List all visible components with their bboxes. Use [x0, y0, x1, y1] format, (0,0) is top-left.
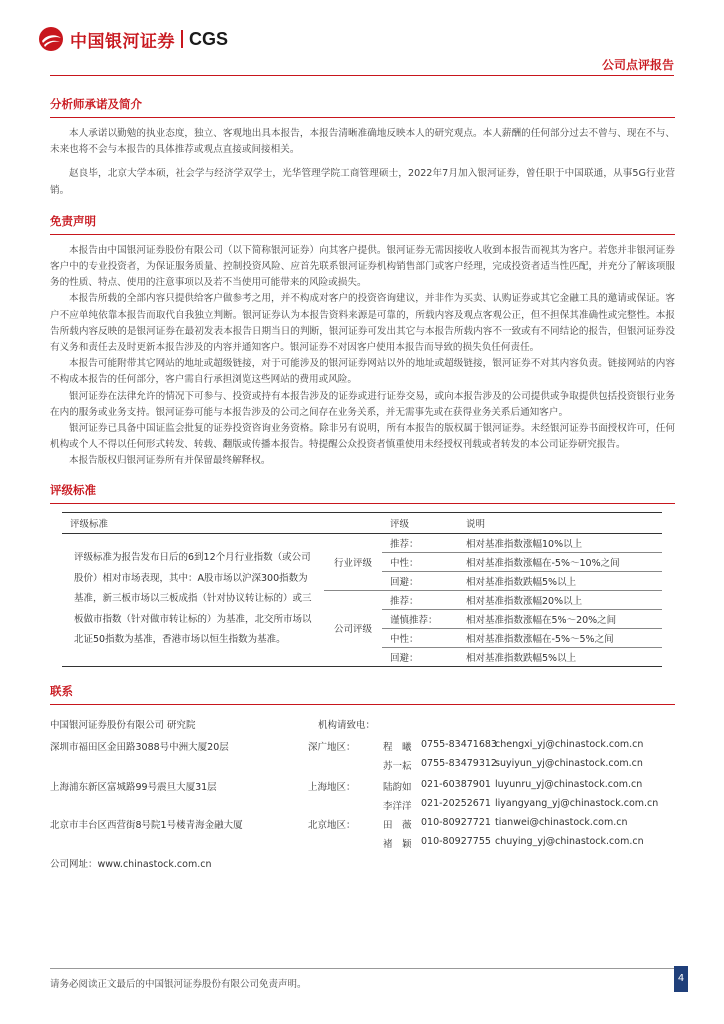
analyst-bio: 赵良毕，北京大学本硕，社会学与经济学双学士，光华管理学院工商管理硕士，2022年7月加入银河证券，曾任职于中国联通，从事5G行业营销。 — [50, 168, 675, 196]
company-website: 公司网址：www.chinastock.com.cn — [50, 858, 212, 870]
rating-level: 中性： — [382, 628, 458, 647]
region-label: 上海地区： — [308, 781, 356, 793]
contact-email: luyunru_yj@chinastock.com.cn — [495, 778, 643, 790]
report-type: 公司点评报告 — [601, 58, 674, 72]
section-title-disclaimer: 免责声明 — [50, 213, 675, 235]
galaxy-logo-icon — [38, 26, 64, 52]
rating-level: 回避： — [382, 571, 458, 590]
section-title-contact: 联系 — [50, 683, 675, 705]
company-rating-label: 公司评级 — [324, 590, 382, 666]
rating-level: 推荐： — [382, 590, 458, 609]
header-category — [324, 512, 382, 533]
disclaimer-paragraph: 本报告由中国银河证券股份有限公司（以下简称银河证券）向其客户提供。银河证券无需因接收人收到本报告而视其为客户。若您并非银河证券客户中的专业投资者，为保证服务质量、控制投资风险、应首先联系银河证券机构销售部门或客户经理，完成投资者适当性匹配，并充分了解该项服务的性质、特点、使用的注意事项以及若不当使用可能带来的风险或损失。 — [50, 244, 675, 289]
page-header — [0, 0, 724, 80]
contact-name: 苏一耘 — [383, 760, 412, 772]
contact-name: 田 薇 — [383, 819, 412, 831]
footer-disclaimer: 请务必阅读正文最后的中国银河证券股份有限公司免责声明。 — [50, 979, 307, 990]
logo-chinese-name: 中国银河证券 — [70, 31, 175, 52]
contact-email: tianwei@chinastock.com.cn — [495, 816, 628, 828]
logo-separator — [181, 30, 183, 48]
office-address: 北京市丰台区西营街8号院1号楼青海金融大厦 — [50, 819, 243, 831]
rating-meaning: 相对基准指数跌幅5%以上 — [458, 647, 662, 666]
header-meaning: 说明 — [458, 512, 662, 533]
contact-phone: 0755-83479312 — [421, 757, 497, 769]
region-label: 深广地区： — [308, 741, 356, 753]
contact-block — [50, 713, 675, 873]
rating-meaning: 相对基准指数涨幅在-5%～10%之间 — [458, 552, 662, 571]
contact-email: liyangyang_yj@chinastock.com.cn — [495, 797, 659, 809]
contact-phone: 010-80927721 — [421, 816, 491, 828]
page-content — [50, 96, 675, 873]
office-address: 深圳市福田区金田路3088号中洲大厦20层 — [50, 741, 229, 753]
rating-description: 评级标准为报告发布日后的6到12个月行业指数（或公司股价）相对市场表现，其中：A股市场以沪深300指数为基准，新三板市场以三板成指（针对协议转让标的）或三板做市指数（针对做市转让标的）为基准，北交所市场以北证50指数为基准，香港市场以恒生指数为基准。 — [62, 533, 324, 666]
page-number: 4 — [674, 966, 688, 992]
rating-level: 推荐： — [390, 538, 419, 550]
rating-meaning: 相对基准指数涨幅10%以上 — [466, 538, 583, 550]
contact-name: 陆韵如 — [383, 781, 412, 793]
table-row — [62, 533, 662, 552]
region-label: 北京地区： — [308, 819, 356, 831]
company-logo — [38, 26, 228, 52]
disclaimer-paragraph: 银河证券已具备中国证监会批复的证券投资咨询业务资格。除非另有说明，所有本报告的版权属于银河证券。未经银河证券书面授权许可，任何机构或个人不得以任何形式转发、转载、翻版或传播本报告。特提醒公众投资者慎重使用未经授权刊载或者转发的本公司证券研究报告。 — [50, 423, 675, 451]
disclaimer-paragraph: 本报告所载的全部内容只提供给客户做参考之用，并不构成对客户的投资咨询建议，并非作为买卖、认购证券或其它金融工具的邀请或保证。客户不应单纯依靠本报告而取代自我独立判断。银河证券认为本报告资料来源是可靠的，所载内容及观点客观公正，但不担保其准确性或完整性。本报告所载内容反映的是银河证券在最初发表本报告日期当日的判断，银河证券可发出其它与本报告所载内容不一致或有不同结论的报告，但银河证券没有义务和责任去及时更新本报告涉及的内容并通知客户。银河证券不对因客户使用本报告而导致的损失负任何责任。 — [50, 293, 675, 354]
rating-level: 谨慎推荐： — [382, 609, 458, 628]
contact-name: 程 曦 — [383, 741, 412, 753]
section-title-rating: 评级标准 — [50, 482, 675, 504]
rating-meaning: 相对基准指数涨幅在5%～20%之间 — [458, 609, 662, 628]
contact-phone: 021-60387901 — [421, 778, 491, 790]
contact-phone: 021-20252671 — [421, 797, 491, 809]
disclaimer-paragraph: 银河证券在法律允许的情况下可参与、投资或持有本报告涉及的证券或进行证券交易，或向本报告涉及的公司提供或争取提供包括投资银行业务在内的服务或业务支持。银河证券可能与本报告涉及的公司之间存在业务关系，并无需事先或在获得业务关系后通知客户。 — [50, 390, 675, 418]
rating-level: 回避： — [382, 647, 458, 666]
section-title-analyst: 分析师承诺及简介 — [50, 96, 675, 118]
contact-phone: 010-80927755 — [421, 835, 491, 847]
rating-meaning: 相对基准指数涨幅20%以上 — [458, 590, 662, 609]
header-level: 评级 — [382, 512, 458, 533]
analyst-commitment: 本人承诺以勤勉的执业态度，独立、客观地出具本报告，本报告清晰准确地反映本人的研究观点。本人薪酬的任何部分过去不曾与、现在不与、未来也将不会与本报告的具体推荐或观点直接或间接相关。 — [50, 128, 675, 156]
sales-label: 机构请致电： — [318, 719, 376, 731]
contact-name: 褚 颖 — [383, 838, 412, 850]
footer-divider — [50, 968, 674, 969]
disclaimer-paragraph: 本报告版权归银河证券所有并保留最终解释权。 — [69, 455, 271, 467]
contact-email: chuying_yj@chinastock.com.cn — [495, 835, 644, 847]
rating-meaning: 相对基准指数涨幅在-5%～5%之间 — [458, 628, 662, 647]
contact-email: suyiyun_yj@chinastock.com.cn — [495, 757, 643, 769]
logo-english-name: CGS — [189, 28, 229, 49]
rating-table — [62, 512, 662, 667]
research-institute: 中国银河证券股份有限公司 研究院 — [50, 719, 196, 731]
contact-email: chengxi_yj@chinastock.com.cn — [495, 738, 644, 750]
rating-meaning: 相对基准指数跌幅5%以上 — [458, 571, 662, 590]
industry-rating-label: 行业评级 — [333, 557, 372, 569]
contact-phone: 0755-83471683 — [421, 738, 497, 750]
header-divider — [50, 75, 674, 76]
rating-level: 中性： — [382, 552, 458, 571]
spacer — [50, 158, 675, 166]
office-address: 上海浦东新区富城路99号震旦大厦31层 — [50, 781, 217, 793]
disclaimer-paragraph: 本报告可能附带其它网站的地址或超级链接，对于可能涉及的银河证券网站以外的地址或超级链接，银河证券不对其内容负责。链接网站的内容不构成本报告的任何部分，客户需自行承担浏览这些网站的费用或风险。 — [50, 358, 675, 386]
rating-table-header — [62, 512, 662, 533]
header-standard: 评级标准 — [62, 512, 324, 533]
contact-name: 李洋洋 — [383, 800, 412, 812]
